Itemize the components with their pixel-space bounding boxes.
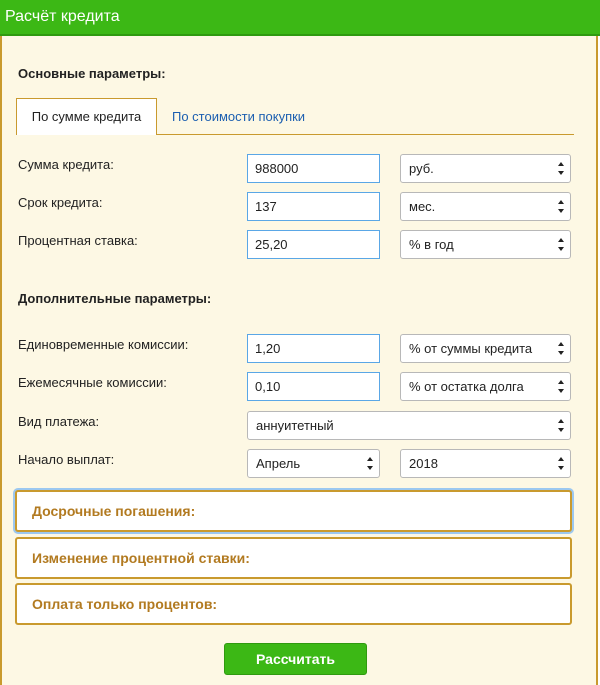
payment-type-select[interactable] [247, 411, 571, 440]
main-params-title: Основные параметры: [18, 66, 166, 81]
monthly-fee-unit-value: % от остатка долга [409, 379, 524, 394]
payment-type-label: Вид платежа: [18, 414, 100, 429]
payment-type-value: аннуитетный [256, 418, 334, 433]
interest-only-section[interactable]: Оплата только процентов: [15, 583, 572, 625]
select-arrows-icon [558, 457, 565, 470]
select-arrows-icon [558, 342, 565, 355]
loan-term-unit-value: мес. [409, 199, 436, 214]
payment-start-label: Начало выплат: [18, 452, 115, 467]
one-time-fee-label: Единовременные комиссии: [18, 337, 189, 352]
loan-term-input[interactable]: 137 [247, 192, 380, 221]
tab-by-purchase-cost[interactable]: По стоимости покупки [172, 109, 306, 124]
rate-change-section[interactable]: Изменение процентной ставки: [15, 537, 572, 579]
loan-amount-unit-value: руб. [409, 161, 434, 176]
one-time-fee-unit-select[interactable] [400, 334, 571, 363]
select-arrows-icon [558, 419, 565, 432]
extra-params-title: Дополнительные параметры: [18, 291, 212, 306]
select-arrows-icon [558, 238, 565, 251]
start-month-select[interactable] [247, 449, 380, 478]
start-year-value: 2018 [409, 456, 438, 471]
loan-amount-input[interactable]: 988000 [247, 154, 380, 183]
interest-rate-input[interactable]: 25,20 [247, 230, 380, 259]
one-time-fee-unit-value: % от суммы кредита [409, 341, 533, 356]
page-title: Расчёт кредита [5, 8, 120, 25]
interest-rate-unit-select[interactable] [400, 230, 571, 259]
loan-amount-unit-select[interactable] [400, 154, 571, 183]
early-repayments-section[interactable]: Досрочные погашения: [15, 490, 572, 532]
monthly-fee-input[interactable]: 0,10 [247, 372, 380, 401]
loan-term-unit-select[interactable] [400, 192, 571, 221]
monthly-fee-label: Ежемесячные комиссии: [18, 375, 167, 390]
loan-amount-label: Сумма кредита: [18, 157, 114, 172]
calculate-button[interactable]: Рассчитать [224, 643, 367, 675]
start-year-select[interactable] [400, 449, 571, 478]
select-arrows-icon [558, 200, 565, 213]
interest-rate-label: Процентная ставка: [18, 233, 138, 248]
select-arrows-icon [558, 380, 565, 393]
tab-by-loan-amount[interactable]: По сумме кредита [16, 98, 157, 135]
header-bar [0, 0, 600, 36]
one-time-fee-input[interactable]: 1,20 [247, 334, 380, 363]
select-arrows-icon [367, 457, 374, 470]
select-arrows-icon [558, 162, 565, 175]
loan-term-label: Срок кредита: [18, 195, 103, 210]
interest-rate-unit-value: % в год [409, 237, 454, 252]
monthly-fee-unit-select[interactable] [400, 372, 571, 401]
start-month-value: Апрель [256, 456, 301, 471]
